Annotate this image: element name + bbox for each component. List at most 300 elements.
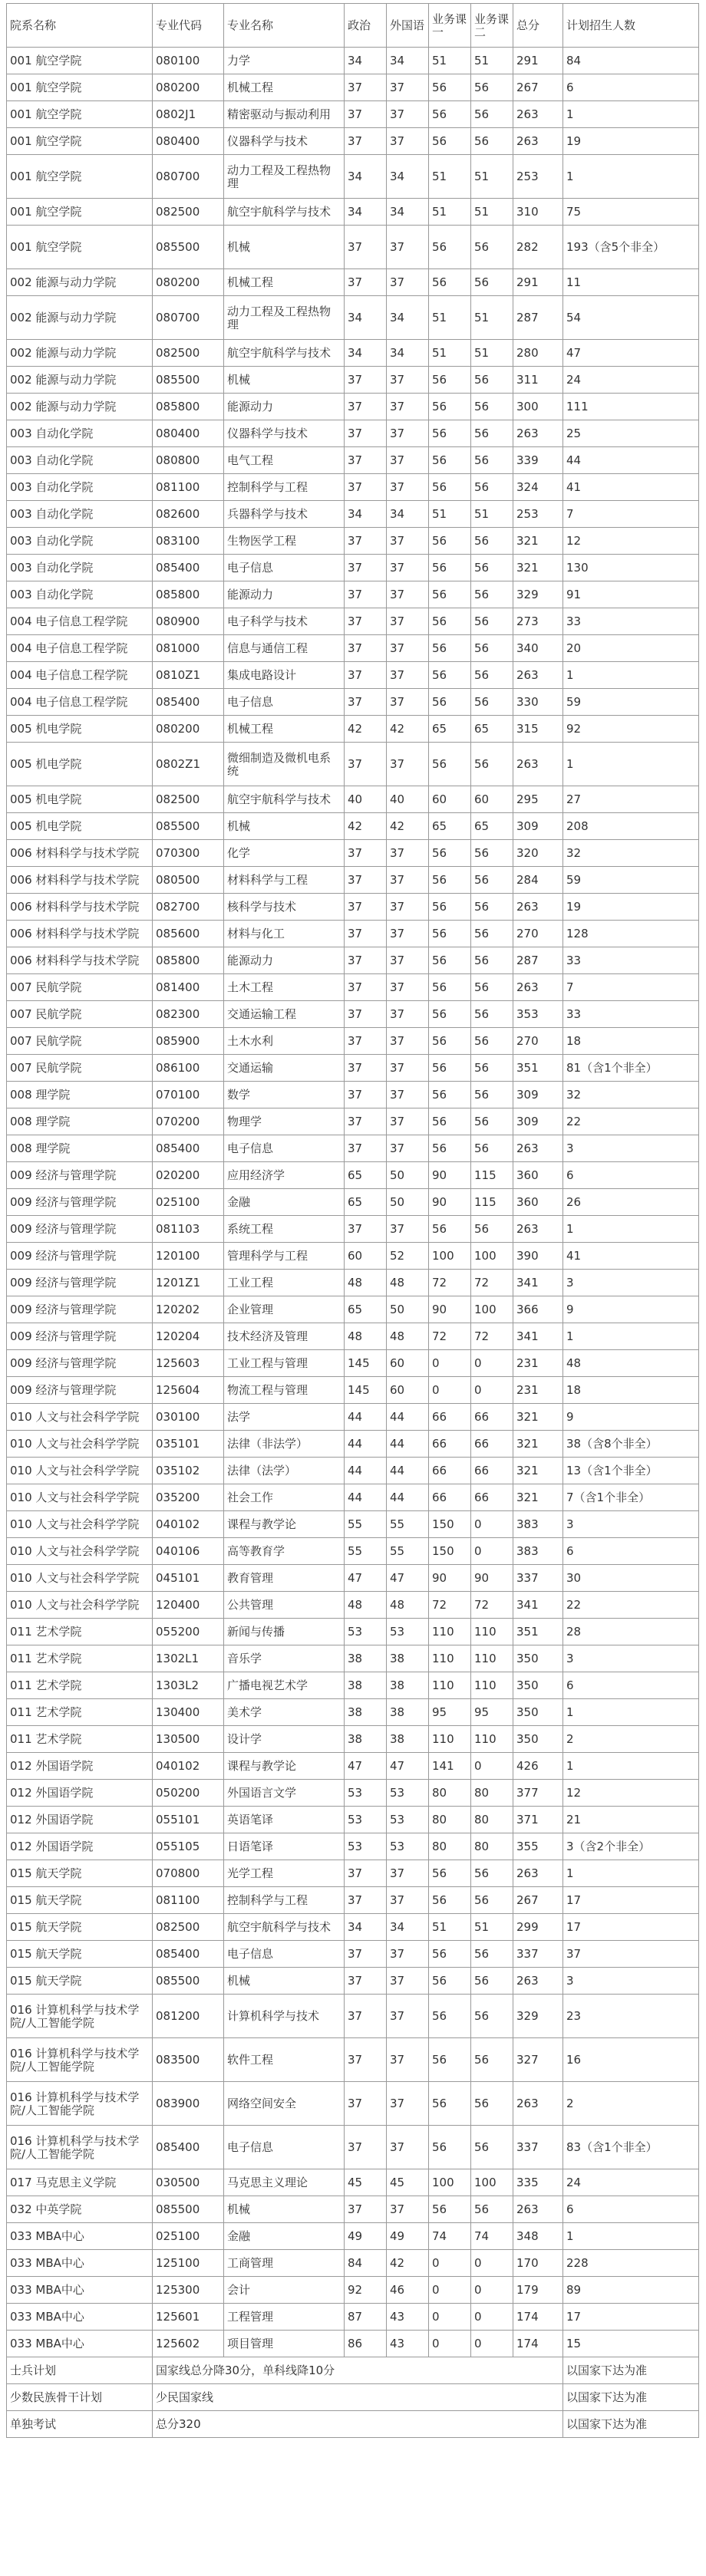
cell-total: 351 bbox=[513, 1619, 563, 1645]
cell-foreign-lang: 53 bbox=[387, 1807, 429, 1833]
cell-course2: 56 bbox=[471, 2082, 513, 2126]
cell-total: 263 bbox=[513, 1968, 563, 1995]
cell-quota: 1 bbox=[563, 1323, 699, 1350]
cell-quota: 193（含5个非全） bbox=[563, 226, 699, 269]
cell-foreign-lang: 44 bbox=[387, 1404, 429, 1431]
cell-code: 080700 bbox=[153, 155, 224, 199]
cell-major: 马克思主义理论 bbox=[224, 2169, 345, 2196]
table-row bbox=[7, 2196, 699, 2223]
cell-dept: 003 自动化学院 bbox=[7, 501, 153, 528]
cell-major: 电子信息 bbox=[224, 555, 345, 581]
table-row bbox=[7, 340, 699, 367]
cell-total: 321 bbox=[513, 1404, 563, 1431]
cell-code: 081200 bbox=[153, 1995, 224, 2038]
cell-quota: 3（含2个非全） bbox=[563, 1833, 699, 1860]
score-table-body bbox=[7, 4, 699, 2438]
cell-course2: 56 bbox=[471, 101, 513, 128]
cell-foreign-lang: 37 bbox=[387, 1860, 429, 1887]
cell-foreign-lang: 37 bbox=[387, 581, 429, 608]
table-row bbox=[7, 947, 699, 974]
cell-dept: 011 艺术学院 bbox=[7, 1726, 153, 1753]
cell-total: 335 bbox=[513, 2169, 563, 2196]
cell-code: 080200 bbox=[153, 716, 224, 743]
cell-course1: 110 bbox=[429, 1672, 471, 1699]
cell-course1: 56 bbox=[429, 608, 471, 635]
cell-foreign-lang: 47 bbox=[387, 1565, 429, 1592]
cell-major: 项目管理 bbox=[224, 2331, 345, 2357]
cell-course2: 56 bbox=[471, 1941, 513, 1968]
cell-course2: 80 bbox=[471, 1807, 513, 1833]
cell-foreign-lang: 37 bbox=[387, 840, 429, 867]
cell-foreign-lang: 37 bbox=[387, 269, 429, 296]
cell-code: 020200 bbox=[153, 1162, 224, 1189]
cell-major: 广播电视艺术学 bbox=[224, 1672, 345, 1699]
cell-total: 231 bbox=[513, 1350, 563, 1377]
cell-politics: 37 bbox=[345, 128, 387, 155]
cell-total: 231 bbox=[513, 1377, 563, 1404]
cell-course1: 0 bbox=[429, 2250, 471, 2277]
cell-politics: 37 bbox=[345, 1055, 387, 1082]
cell-major: 设计学 bbox=[224, 1726, 345, 1753]
cell-code: 125603 bbox=[153, 1350, 224, 1377]
cell-foreign-lang: 37 bbox=[387, 226, 429, 269]
table-row bbox=[7, 1995, 699, 2038]
cell-total: 324 bbox=[513, 474, 563, 501]
cell-politics: 38 bbox=[345, 1699, 387, 1726]
cell-foreign-lang: 48 bbox=[387, 1323, 429, 1350]
cell-politics: 65 bbox=[345, 1296, 387, 1323]
cell-quota: 48 bbox=[563, 1350, 699, 1377]
cell-foreign-lang: 37 bbox=[387, 367, 429, 394]
cell-dept: 002 能源与动力学院 bbox=[7, 296, 153, 340]
cell-dept: 009 经济与管理学院 bbox=[7, 1270, 153, 1296]
cell-course2: 56 bbox=[471, 894, 513, 921]
cell-politics: 37 bbox=[345, 2082, 387, 2126]
cell-course1: 65 bbox=[429, 716, 471, 743]
cell-course1: 66 bbox=[429, 1458, 471, 1484]
cell-total: 366 bbox=[513, 1296, 563, 1323]
cell-dept: 010 人文与社会科学学院 bbox=[7, 1511, 153, 1538]
cell-code: 080200 bbox=[153, 269, 224, 296]
cell-course2: 56 bbox=[471, 1001, 513, 1028]
cell-course1: 150 bbox=[429, 1538, 471, 1565]
table-row bbox=[7, 1162, 699, 1189]
table-row bbox=[7, 2223, 699, 2250]
cell-quota: 1 bbox=[563, 1753, 699, 1780]
cell-quota: 75 bbox=[563, 199, 699, 226]
cell-course2: 66 bbox=[471, 1484, 513, 1511]
cell-quota: 6 bbox=[563, 1162, 699, 1189]
cell-major: 电子科学与技术 bbox=[224, 608, 345, 635]
cell-course2: 80 bbox=[471, 1780, 513, 1807]
cell-foreign-lang: 49 bbox=[387, 2223, 429, 2250]
cell-course2: 0 bbox=[471, 1538, 513, 1565]
cell-major: 化学 bbox=[224, 840, 345, 867]
cell-total: 263 bbox=[513, 1216, 563, 1243]
table-row bbox=[7, 1108, 699, 1135]
cell-foreign-lang: 37 bbox=[387, 474, 429, 501]
table-row bbox=[7, 662, 699, 689]
cell-dept: 002 能源与动力学院 bbox=[7, 340, 153, 367]
cell-total: 270 bbox=[513, 921, 563, 947]
cell-major: 机械 bbox=[224, 2196, 345, 2223]
table-row bbox=[7, 1001, 699, 1028]
cell-course2: 0 bbox=[471, 1377, 513, 1404]
cell-major: 土木工程 bbox=[224, 974, 345, 1001]
cell-major: 电气工程 bbox=[224, 447, 345, 474]
score-table-container bbox=[6, 3, 698, 2438]
table-row bbox=[7, 1565, 699, 1592]
cell-course2: 56 bbox=[471, 1968, 513, 1995]
table-row bbox=[7, 1377, 699, 1404]
cell-quota: 30 bbox=[563, 1565, 699, 1592]
footer-label: 士兵计划 bbox=[7, 2357, 153, 2384]
header-cell-quota: 计划招生人数 bbox=[563, 4, 699, 48]
cell-major: 应用经济学 bbox=[224, 1162, 345, 1189]
cell-foreign-lang: 37 bbox=[387, 921, 429, 947]
footer-row bbox=[7, 2357, 699, 2384]
cell-foreign-lang: 42 bbox=[387, 813, 429, 840]
cell-course2: 51 bbox=[471, 199, 513, 226]
table-row bbox=[7, 1538, 699, 1565]
table-row bbox=[7, 1860, 699, 1887]
cell-course2: 51 bbox=[471, 48, 513, 74]
cell-major: 控制科学与工程 bbox=[224, 1887, 345, 1914]
table-row bbox=[7, 2277, 699, 2304]
footer-note: 以国家下达为准 bbox=[563, 2357, 699, 2384]
cell-course2: 56 bbox=[471, 840, 513, 867]
table-row bbox=[7, 1699, 699, 1726]
cell-total: 287 bbox=[513, 296, 563, 340]
cell-politics: 65 bbox=[345, 1189, 387, 1216]
cell-code: 025100 bbox=[153, 1189, 224, 1216]
cell-major: 金融 bbox=[224, 1189, 345, 1216]
cell-course2: 51 bbox=[471, 296, 513, 340]
cell-code: 055200 bbox=[153, 1619, 224, 1645]
cell-course2: 56 bbox=[471, 1860, 513, 1887]
table-row bbox=[7, 101, 699, 128]
cell-course2: 56 bbox=[471, 2126, 513, 2169]
table-row bbox=[7, 1216, 699, 1243]
cell-course1: 56 bbox=[429, 2196, 471, 2223]
cell-major: 航空宇航科学与技术 bbox=[224, 340, 345, 367]
cell-total: 371 bbox=[513, 1807, 563, 1833]
cell-course2: 56 bbox=[471, 1887, 513, 1914]
cell-total: 337 bbox=[513, 1565, 563, 1592]
cell-foreign-lang: 50 bbox=[387, 1162, 429, 1189]
cell-code: 1303L2 bbox=[153, 1672, 224, 1699]
cell-code: 040106 bbox=[153, 1538, 224, 1565]
table-row bbox=[7, 1243, 699, 1270]
cell-total: 310 bbox=[513, 199, 563, 226]
cell-major: 管理科学与工程 bbox=[224, 1243, 345, 1270]
cell-major: 动力工程及工程热物理 bbox=[224, 296, 345, 340]
cell-politics: 37 bbox=[345, 1941, 387, 1968]
cell-foreign-lang: 43 bbox=[387, 2304, 429, 2331]
cell-course2: 115 bbox=[471, 1162, 513, 1189]
table-row bbox=[7, 894, 699, 921]
cell-dept: 011 艺术学院 bbox=[7, 1699, 153, 1726]
cell-foreign-lang: 37 bbox=[387, 2126, 429, 2169]
cell-code: 125601 bbox=[153, 2304, 224, 2331]
table-row bbox=[7, 581, 699, 608]
cell-major: 系统工程 bbox=[224, 1216, 345, 1243]
cell-course1: 0 bbox=[429, 2277, 471, 2304]
cell-course1: 56 bbox=[429, 581, 471, 608]
cell-quota: 91 bbox=[563, 581, 699, 608]
cell-course1: 56 bbox=[429, 1135, 471, 1162]
cell-politics: 53 bbox=[345, 1619, 387, 1645]
cell-total: 280 bbox=[513, 340, 563, 367]
cell-total: 350 bbox=[513, 1645, 563, 1672]
cell-course2: 56 bbox=[471, 1055, 513, 1082]
cell-course1: 56 bbox=[429, 2082, 471, 2126]
cell-dept: 004 电子信息工程学院 bbox=[7, 689, 153, 716]
cell-major: 工业工程与管理 bbox=[224, 1350, 345, 1377]
cell-code: 083900 bbox=[153, 2082, 224, 2126]
cell-politics: 37 bbox=[345, 2196, 387, 2223]
cell-dept: 006 材料科学与技术学院 bbox=[7, 867, 153, 894]
cell-major: 力学 bbox=[224, 48, 345, 74]
table-row bbox=[7, 1753, 699, 1780]
cell-course1: 56 bbox=[429, 894, 471, 921]
cell-major: 课程与教学论 bbox=[224, 1511, 345, 1538]
cell-quota: 1 bbox=[563, 101, 699, 128]
cell-politics: 49 bbox=[345, 2223, 387, 2250]
cell-course1: 51 bbox=[429, 1914, 471, 1941]
cell-dept: 009 经济与管理学院 bbox=[7, 1350, 153, 1377]
cell-major: 新闻与传播 bbox=[224, 1619, 345, 1645]
table-row bbox=[7, 48, 699, 74]
cell-quota: 6 bbox=[563, 74, 699, 101]
cell-dept: 002 能源与动力学院 bbox=[7, 367, 153, 394]
cell-course1: 56 bbox=[429, 394, 471, 420]
cell-politics: 37 bbox=[345, 947, 387, 974]
score-table bbox=[6, 3, 699, 2438]
cell-foreign-lang: 45 bbox=[387, 2169, 429, 2196]
cell-major: 兵器科学与技术 bbox=[224, 501, 345, 528]
cell-course1: 100 bbox=[429, 2169, 471, 2196]
table-row bbox=[7, 2126, 699, 2169]
cell-course1: 56 bbox=[429, 974, 471, 1001]
cell-foreign-lang: 40 bbox=[387, 786, 429, 813]
cell-major: 材料科学与工程 bbox=[224, 867, 345, 894]
cell-foreign-lang: 34 bbox=[387, 199, 429, 226]
cell-total: 270 bbox=[513, 1028, 563, 1055]
cell-code: 040102 bbox=[153, 1511, 224, 1538]
cell-total: 300 bbox=[513, 394, 563, 420]
cell-quota: 32 bbox=[563, 1082, 699, 1108]
cell-politics: 65 bbox=[345, 1162, 387, 1189]
cell-dept: 033 MBA中心 bbox=[7, 2331, 153, 2357]
cell-code: 030100 bbox=[153, 1404, 224, 1431]
header-cell-politics: 政治 bbox=[345, 4, 387, 48]
cell-course1: 56 bbox=[429, 74, 471, 101]
cell-course1: 56 bbox=[429, 1001, 471, 1028]
cell-major: 工程管理 bbox=[224, 2304, 345, 2331]
cell-politics: 37 bbox=[345, 269, 387, 296]
cell-politics: 145 bbox=[345, 1350, 387, 1377]
cell-course1: 51 bbox=[429, 199, 471, 226]
cell-total: 263 bbox=[513, 974, 563, 1001]
table-row bbox=[7, 2082, 699, 2126]
cell-major: 精密驱动与振动利用 bbox=[224, 101, 345, 128]
cell-quota: 3 bbox=[563, 1511, 699, 1538]
cell-major: 航空宇航科学与技术 bbox=[224, 199, 345, 226]
cell-quota: 6 bbox=[563, 1538, 699, 1565]
cell-politics: 37 bbox=[345, 662, 387, 689]
cell-course1: 56 bbox=[429, 1941, 471, 1968]
cell-course1: 110 bbox=[429, 1619, 471, 1645]
cell-politics: 37 bbox=[345, 226, 387, 269]
cell-foreign-lang: 53 bbox=[387, 1780, 429, 1807]
cell-quota: 128 bbox=[563, 921, 699, 947]
cell-politics: 37 bbox=[345, 581, 387, 608]
table-row bbox=[7, 689, 699, 716]
cell-code: 030500 bbox=[153, 2169, 224, 2196]
cell-dept: 010 人文与社会科学学院 bbox=[7, 1458, 153, 1484]
cell-total: 282 bbox=[513, 226, 563, 269]
cell-major: 外国语言文学 bbox=[224, 1780, 345, 1807]
cell-foreign-lang: 37 bbox=[387, 974, 429, 1001]
cell-major: 信息与通信工程 bbox=[224, 635, 345, 662]
cell-major: 仪器科学与技术 bbox=[224, 128, 345, 155]
cell-foreign-lang: 37 bbox=[387, 1887, 429, 1914]
cell-foreign-lang: 52 bbox=[387, 1243, 429, 1270]
cell-foreign-lang: 37 bbox=[387, 1082, 429, 1108]
cell-major: 机械 bbox=[224, 813, 345, 840]
cell-total: 263 bbox=[513, 2082, 563, 2126]
cell-foreign-lang: 37 bbox=[387, 1055, 429, 1082]
cell-major: 电子信息 bbox=[224, 2126, 345, 2169]
cell-quota: 38（含8个非全） bbox=[563, 1431, 699, 1458]
cell-politics: 34 bbox=[345, 48, 387, 74]
cell-quota: 9 bbox=[563, 1296, 699, 1323]
cell-foreign-lang: 37 bbox=[387, 1995, 429, 2038]
cell-politics: 37 bbox=[345, 528, 387, 555]
cell-total: 291 bbox=[513, 48, 563, 74]
cell-dept: 009 经济与管理学院 bbox=[7, 1216, 153, 1243]
cell-major: 金融 bbox=[224, 2223, 345, 2250]
cell-dept: 009 经济与管理学院 bbox=[7, 1377, 153, 1404]
cell-major: 能源动力 bbox=[224, 947, 345, 974]
cell-course1: 74 bbox=[429, 2223, 471, 2250]
cell-course2: 80 bbox=[471, 1833, 513, 1860]
cell-foreign-lang: 34 bbox=[387, 501, 429, 528]
cell-course2: 60 bbox=[471, 786, 513, 813]
cell-code: 082600 bbox=[153, 501, 224, 528]
cell-dept: 002 能源与动力学院 bbox=[7, 269, 153, 296]
cell-total: 263 bbox=[513, 743, 563, 786]
cell-quota: 3 bbox=[563, 1968, 699, 1995]
cell-dept: 010 人文与社会科学学院 bbox=[7, 1538, 153, 1565]
cell-quota: 44 bbox=[563, 447, 699, 474]
cell-major: 网络空间安全 bbox=[224, 2082, 345, 2126]
cell-politics: 60 bbox=[345, 1243, 387, 1270]
cell-course2: 56 bbox=[471, 128, 513, 155]
cell-major: 英语笔译 bbox=[224, 1807, 345, 1833]
cell-politics: 37 bbox=[345, 921, 387, 947]
cell-code: 085400 bbox=[153, 2126, 224, 2169]
cell-politics: 37 bbox=[345, 1995, 387, 2038]
cell-quota: 24 bbox=[563, 2169, 699, 2196]
table-row bbox=[7, 1404, 699, 1431]
cell-foreign-lang: 37 bbox=[387, 1941, 429, 1968]
cell-dept: 010 人文与社会科学学院 bbox=[7, 1404, 153, 1431]
cell-total: 263 bbox=[513, 1860, 563, 1887]
cell-course2: 56 bbox=[471, 528, 513, 555]
cell-course2: 56 bbox=[471, 867, 513, 894]
cell-major: 机械工程 bbox=[224, 74, 345, 101]
cell-course2: 65 bbox=[471, 716, 513, 743]
cell-politics: 145 bbox=[345, 1377, 387, 1404]
cell-quota: 59 bbox=[563, 689, 699, 716]
cell-quota: 19 bbox=[563, 128, 699, 155]
cell-total: 337 bbox=[513, 1941, 563, 1968]
cell-foreign-lang: 37 bbox=[387, 1001, 429, 1028]
cell-course2: 56 bbox=[471, 974, 513, 1001]
table-row bbox=[7, 1270, 699, 1296]
table-header-row bbox=[7, 4, 699, 48]
cell-major: 法律（法学） bbox=[224, 1458, 345, 1484]
cell-politics: 37 bbox=[345, 974, 387, 1001]
cell-code: 085400 bbox=[153, 1941, 224, 1968]
cell-code: 080400 bbox=[153, 420, 224, 447]
cell-total: 341 bbox=[513, 1592, 563, 1619]
cell-dept: 001 航空学院 bbox=[7, 226, 153, 269]
table-row bbox=[7, 296, 699, 340]
cell-major: 机械 bbox=[224, 367, 345, 394]
cell-dept: 001 航空学院 bbox=[7, 128, 153, 155]
table-row bbox=[7, 1296, 699, 1323]
cell-foreign-lang: 37 bbox=[387, 662, 429, 689]
cell-course1: 56 bbox=[429, 1216, 471, 1243]
cell-politics: 44 bbox=[345, 1404, 387, 1431]
cell-total: 350 bbox=[513, 1699, 563, 1726]
cell-dept: 010 人文与社会科学学院 bbox=[7, 1592, 153, 1619]
table-row bbox=[7, 1807, 699, 1833]
cell-politics: 42 bbox=[345, 716, 387, 743]
cell-course2: 66 bbox=[471, 1431, 513, 1458]
cell-quota: 16 bbox=[563, 2038, 699, 2082]
cell-code: 055101 bbox=[153, 1807, 224, 1833]
cell-course1: 51 bbox=[429, 296, 471, 340]
cell-major: 交通运输 bbox=[224, 1055, 345, 1082]
cell-dept: 006 材料科学与技术学院 bbox=[7, 921, 153, 947]
cell-politics: 48 bbox=[345, 1270, 387, 1296]
cell-code: 055105 bbox=[153, 1833, 224, 1860]
cell-major: 核科学与技术 bbox=[224, 894, 345, 921]
cell-major: 土木水利 bbox=[224, 1028, 345, 1055]
cell-politics: 44 bbox=[345, 1484, 387, 1511]
table-row bbox=[7, 1833, 699, 1860]
cell-politics: 34 bbox=[345, 501, 387, 528]
table-row bbox=[7, 2250, 699, 2277]
footer-label: 少数民族骨干计划 bbox=[7, 2384, 153, 2411]
cell-total: 253 bbox=[513, 501, 563, 528]
table-row bbox=[7, 367, 699, 394]
cell-quota: 7 bbox=[563, 974, 699, 1001]
cell-quota: 17 bbox=[563, 1914, 699, 1941]
cell-major: 社会工作 bbox=[224, 1484, 345, 1511]
cell-foreign-lang: 34 bbox=[387, 155, 429, 199]
cell-course2: 0 bbox=[471, 2250, 513, 2277]
cell-quota: 7 bbox=[563, 501, 699, 528]
cell-code: 085400 bbox=[153, 1135, 224, 1162]
cell-total: 284 bbox=[513, 867, 563, 894]
cell-dept: 015 航天学院 bbox=[7, 1887, 153, 1914]
cell-course2: 56 bbox=[471, 555, 513, 581]
